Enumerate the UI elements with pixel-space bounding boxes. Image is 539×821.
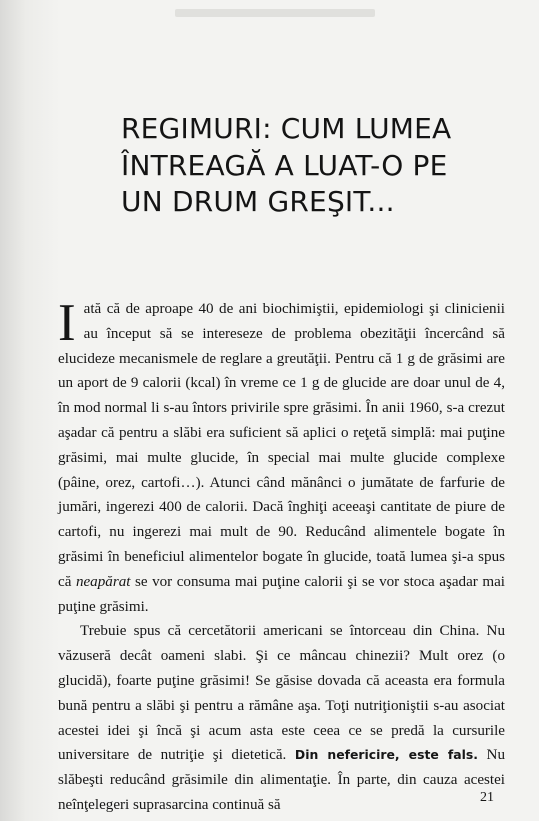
bold-emphasis: Din nefericire, este fals. <box>294 747 478 763</box>
title-line: REGIMURI: CUM LUMEA <box>121 112 452 145</box>
drop-cap: I <box>58 294 76 352</box>
paragraph-2 <box>58 619 505 817</box>
title-line: ÎNTREAGĂ A LUAT-O PE <box>121 148 448 182</box>
paragraph-2-text-end: Nu slăbeşti reducând grăsimile din alimentaţie. În parte, din cauza acestei neînţelegeri suprasarcina continuă să <box>58 747 505 813</box>
faded-running-head <box>175 9 375 17</box>
chapter-title <box>121 111 521 221</box>
paragraph-1-text: ată că de aproape 40 de ani biochimiştii, epidemiologi şi clinicienii au început să se intereseze de problema obezităţii încercând să elucideze mecanismele de reglare a greutăţii. Pentru că 1 g de grăsimi are un aport de 9 calorii (kcal) în vreme ce 1 g de glucide are doar unul de 4, în mod normal li s-au întors privirile spre grăsimi. În anii 1960, s-a crezut aşadar că pentru a slăbi era suficient să aplici o reţetă simplă: mai puţine grăsimi, mai multe glucide, în special mai multe glucide complexe (pâine, orez, cartofi…). Atunci când mănânci o jumătate de farfurie de jumări, ingerezi 400 de calorii. Dacă înghiţi aceeaşi cantitate de piure de cartofi, nu ingerezi mai mult de 90. Reducând alimentele bogate în grăsimi în beneficiul alimentelor bogate în glucide, toată lumea şi-a spus că <box>58 301 505 590</box>
paragraph-1 <box>58 294 505 619</box>
title-line: UN DRUM GREŞIT... <box>121 185 395 218</box>
page-number: 21 <box>480 790 494 805</box>
emphasis-text: neapărat <box>75 573 131 590</box>
paragraph-1-text-end: se vor consuma mai puţine calorii şi se vor stoca aşadar mai puţine grăsimi. <box>58 573 505 615</box>
body-text <box>58 294 505 818</box>
paragraph-2-text: Trebuie spus că cercetătorii americani se întorceau din China. Nu văzuseră decât oameni slabi. Şi ce mâncau chinezii? Mult orez (o glucidă), foarte puţine grăsimi! Se găsise dovada că aceasta era formula bună pentru a slăbi şi pentru a rămâne aşa. Toţi nutriţioniştii s-au asociat acestei idei şi încă şi acum asta este ceea ce se predă la cursurile universitare de nutriţie şi dietetică. <box>58 623 505 764</box>
